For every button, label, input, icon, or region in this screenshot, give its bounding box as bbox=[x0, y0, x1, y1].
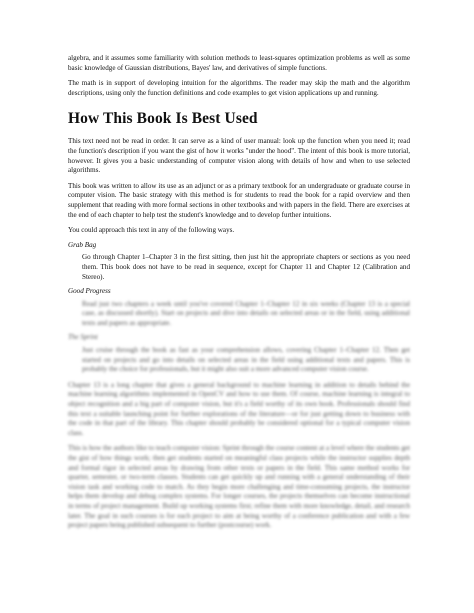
intro-paragraph-1: algebra, and it assumes some familiarity with solution methods to least-squares optimization problems as well as some basic knowledge of Gaussian distributions, Bayes' law, and derivatives of simple functions. bbox=[68, 54, 410, 72]
section-heading: How This Book Is Best Used bbox=[68, 110, 258, 128]
good-progress-label: Good Progress bbox=[68, 287, 111, 296]
sprint-text: Just cruise through the book as fast as your comprehension allows, covering Chapter 1–Chapter 12. Then get started on projects and go into details on selected areas in the field using additional texts and papers. This is probably the choice for professionals, but it might also suit a more advanced computer vision course. bbox=[82, 346, 410, 374]
good-progress-text: Read just two chapters a week until you've covered Chapter 1–Chapter 12 in six weeks (Chapter 13 is a special case, as discussed shortly). Start on projects and dive into details on selected areas or in the field, using additional texts and papers as appropriate. bbox=[82, 299, 410, 327]
intro-paragraph-2: The math is in support of developing intuition for the algorithms. The reader may skip the math and the algorithm descriptions, using only the function definitions and code examples to get vision applications up and running. bbox=[68, 79, 410, 97]
section-paragraph-5: This is how the authors like to teach computer vision: Sprint through the course content at a level where the students get the gist of how things work; then get students started on meaningful class projects while the instructor supplies depth and formal rigor in selected areas by drawing from other texts or papers in the field. This same method works for quarter, semester, or two-term classes. Students can get quickly up and running with a general understanding of their vision task and working code to match. As they begin more challenging and time-consuming projects, the instructor helps them develop and debug complex systems. For longer courses, the projects themselves can become instructional in terms of project management. Build up working systems first; refine them with more knowledge, detail, and research later. The goal in such courses is for each project to aim at being worthy of a conference publication and with a few project papers being published subsequent to further (postcourse) work. bbox=[68, 444, 410, 530]
blurred-preview-region bbox=[68, 300, 410, 531]
grab-bag-text: Go through Chapter 1–Chapter 3 in the first sitting, then just hit the appropriate chapters or sections as you need them. This book does not have to be read in sequence, except for Chapter 11 and Chapter 12 (Calibration and Stereo). bbox=[82, 253, 410, 281]
section-paragraph-4: Chapter 13 is a long chapter that gives a general background to machine learning in addition to details behind the machine learning algorithms implemented in OpenCV and how to use them. Of course, machine learning is integral to object recognition and a big part of computer vision, but it's a field worthy of its own book. Professionals should find this text a suitable launching point for further explorations of the literature—or for just getting down to business with the code in that part of the library. This chapter should probably be considered optional for a typical computer vision class. bbox=[68, 380, 410, 437]
sprint-label: The Sprint bbox=[68, 333, 98, 342]
section-paragraph-2: This book was written to allow its use as an adjunct or as a primary textbook for an undergraduate or graduate course in computer vision. The basic strategy with this method is for students to read the book for a rapid overview and then supplement that reading with more formal sections in other textbooks and with papers in the field. There are exercises at the end of each chapter to help test the student's knowledge and to develop further intuitions. bbox=[68, 181, 410, 219]
document-page bbox=[68, 54, 410, 531]
grab-bag-label: Grab Bag bbox=[68, 240, 97, 249]
section-paragraph-1: This text need not be read in order. It can serve as a kind of user manual: look up the function when you need it; read the function's description if you want the gist of how it works "under the hood". The intent of this book is more tutorial, however. It gives you a basic understanding of computer vision along with details of how and when to use selected algorithms. bbox=[68, 137, 410, 175]
section-paragraph-3: You could approach this text in any of the following ways. bbox=[68, 226, 235, 235]
